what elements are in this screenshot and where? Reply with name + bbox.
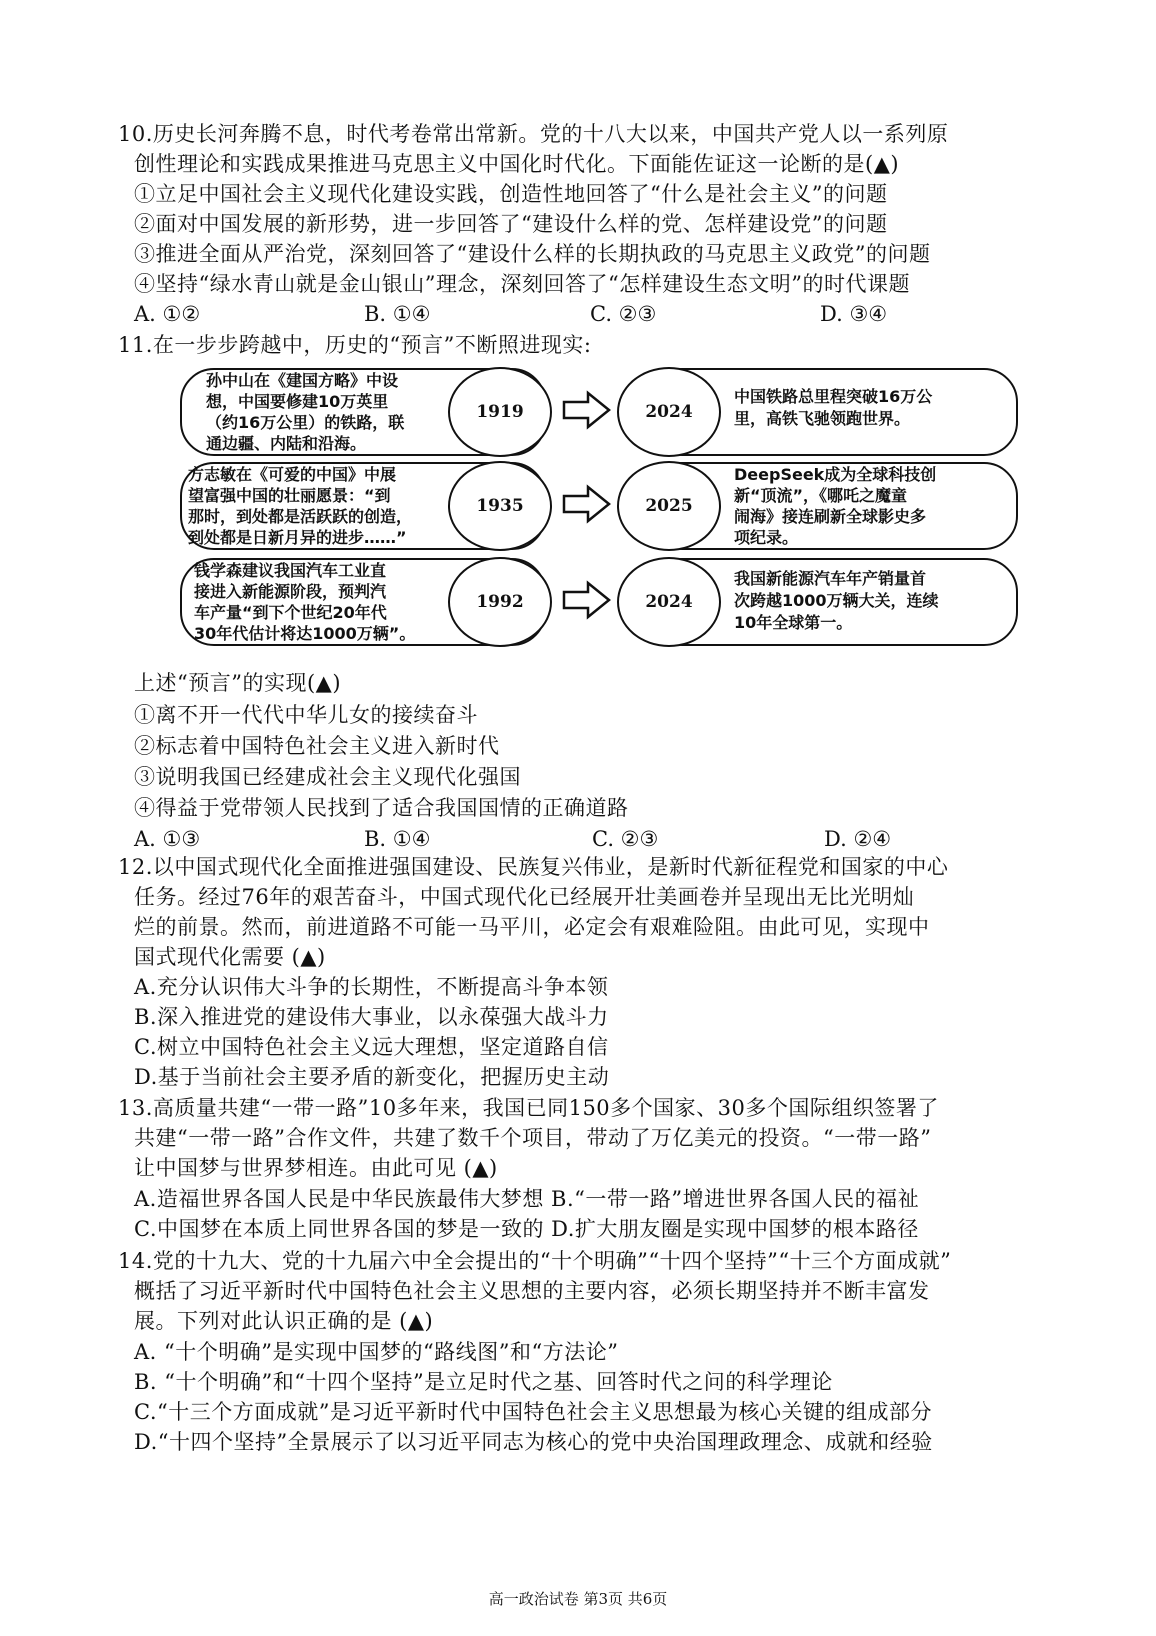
q13-line-1: 13.高质量共建“一带一路”10多年来，我国已同150多个国家、30多个国际组织签署了	[118, 1096, 939, 1120]
right-arrow-icon	[562, 484, 612, 524]
q14-option-c: C.“十三个方面成就”是习近平新时代中国特色社会主义思想最为核心关键的组成部分	[134, 1400, 932, 1424]
q12-option-a: A.充分认识伟大斗争的长期性，不断提高斗争本领	[134, 975, 609, 999]
year-from-ellipse: 1992	[448, 557, 552, 647]
q14-line-3: 展。下列对此认识正确的是 (▲)	[134, 1309, 434, 1333]
q12-line-3: 烂的前景。然而，前进道路不可能一马平川，必定会有艰难险阻。由此可见，实现中	[134, 915, 930, 939]
q11-option-c: C. ②③	[592, 827, 659, 851]
q11-line-4: ③说明我国已经建成社会主义现代化强国	[134, 765, 521, 789]
q12-line-1: 12.以中国式现代化全面推进强国建设、民族复兴伟业，是新时代新征程党和国家的中心	[118, 855, 949, 879]
q12-option-b: B.深入推进党的建设伟大事业，以永葆强大战斗力	[134, 1005, 609, 1029]
q11-line-2: ①离不开一代代中华儿女的接续奋斗	[134, 703, 478, 727]
q10-option-d: D. ③④	[820, 302, 888, 326]
q10-line-4: ②面对中国发展的新形势，进一步回答了“建设什么样的党、怎样建设党”的问题	[134, 212, 888, 236]
q11-option-a: A. ①③	[134, 827, 201, 851]
q13-line-2: 共建“一带一路”合作文件，共建了数千个项目，带动了万亿美元的投资。“一带一路”	[134, 1126, 932, 1150]
prophecy-row-3	[180, 558, 1018, 646]
reality-text-line: 次跨越1000万辆大关，连续	[734, 591, 939, 610]
reality-text-line: 新“顶流”，《哪吒之魔童	[734, 486, 908, 505]
year-from-ellipse: 1919	[448, 367, 552, 457]
q12-line-2: 任务。经过76年的艰苦奋斗，中国式现代化已经展开壮美画卷并呈现出无比光明灿	[134, 885, 915, 909]
q14-line-1: 14.党的十九大、党的十九届六中全会提出的“十个明确”“十四个坚持”“十三个方面成就”	[118, 1249, 952, 1273]
q10-option-a: A. ①②	[134, 302, 201, 326]
q12-line-4: 国式现代化需要 (▲)	[134, 945, 326, 969]
q11-line-5: ④得益于党带领人民找到了适合我国国情的正确道路	[134, 796, 629, 820]
prophecy-text-line: 孙中山在《建国方略》中设	[206, 371, 399, 390]
q11-option-b: B. ①④	[364, 827, 431, 851]
reality-text-line: 10年全球第一。	[734, 613, 853, 632]
prophecy-text-line: 钱学森建议我国汽车工业直	[194, 561, 387, 580]
prophecy-text-line: 接进入新能源阶段，预判汽	[194, 582, 387, 601]
q10-line-1: 10.历史长河奔腾不息，时代考卷常出常新。党的十八大以来，中国共产党人以一系列原	[118, 122, 949, 146]
reality-text-line: 闹海》接连刷新全球影史多	[734, 507, 927, 526]
right-arrow-icon	[562, 580, 612, 620]
q10-line-2: 创性理论和实践成果推进马克思主义中国化时代化。下面能佐证这一论断的是(▲)	[134, 152, 900, 176]
q10-line-6: ④坚持“绿水青山就是金山银山”理念，深刻回答了“怎样建设生态文明”的时代课题	[134, 272, 910, 296]
q10-line-3: ①立足中国社会主义现代化建设实践，创造性地回答了“什么是社会主义”的问题	[134, 182, 888, 206]
prophecy-text-line: 通边疆、内陆和沿海。	[206, 434, 367, 453]
q13-line-3: 让中国梦与世界梦相连。由此可见 (▲)	[134, 1156, 498, 1180]
prophecy-text-line: （约16万公里）的铁路，联	[206, 413, 405, 432]
q10-line-5: ③推进全面从严治党，深刻回答了“建设什么样的长期执政的马克思主义政党”的问题	[134, 242, 931, 266]
q14-line-2: 概括了习近平新时代中国特色社会主义思想的主要内容，必须长期坚持并不断丰富发	[134, 1279, 930, 1303]
reality-text-line: 里，高铁飞驰领跑世界。	[734, 409, 911, 428]
reality-text-line: 项纪录。	[734, 528, 799, 547]
q10-option-b: B. ①④	[364, 302, 431, 326]
prophecy-row-1	[180, 368, 1018, 456]
prophecy-text-line: 想，中国要修建10万英里	[206, 392, 389, 411]
q12-option-d: D.基于当前社会主要矛盾的新变化，把握历史主动	[134, 1065, 610, 1089]
prophecy-text-line: 30年代估计将达1000万辆”。	[194, 624, 416, 643]
q11-option-d: D. ②④	[824, 827, 892, 851]
right-arrow-icon	[562, 390, 612, 430]
reality-text-line: 我国新能源汽车年产销量首	[734, 569, 927, 588]
prophecy-text-line: 方志敏在《可爱的中国》中展	[188, 465, 397, 484]
reality-text-line: 中国铁路总里程突破16万公	[734, 387, 933, 406]
q11-stem: 11.在一步步跨越中，历史的“预言”不断照进现实:	[118, 333, 592, 357]
prophecy-text-line: 到处都是日新月异的进步……”	[188, 528, 407, 547]
prophecy-text-line: 那时，到处都是活跃跃的创造，	[188, 507, 413, 526]
year-to-ellipse: 2024	[617, 557, 721, 647]
q13-options-ab: A.造福世界各国人民是中华民族最伟大梦想 B.“一带一路”增进世界各国人民的福祉	[134, 1187, 920, 1211]
q11-line-3: ②标志着中国特色社会主义进入新时代	[134, 734, 500, 758]
reality-text-line: DeepSeek成为全球科技创	[734, 465, 937, 484]
prophecy-row-2	[180, 462, 1018, 550]
q14-option-b: B. “十个明确”和“十四个坚持”是立足时代之基、回答时代之问的科学理论	[134, 1370, 833, 1394]
year-from-ellipse: 1935	[448, 461, 552, 551]
year-to-ellipse: 2025	[617, 461, 721, 551]
page-footer: 高一政治试卷 第3页 共6页	[488, 1590, 668, 1608]
q12-option-c: C.树立中国特色社会主义远大理想，坚定道路自信	[134, 1035, 609, 1059]
q14-option-d: D.“十四个坚持”全景展示了以习近平同志为核心的党中央治国理政理念、成就和经验	[134, 1430, 933, 1454]
q13-options-cd: C.中国梦在本质上同世界各国的梦是一致的 D.扩大朋友圈是实现中国梦的根本路径	[134, 1217, 919, 1241]
year-to-ellipse: 2024	[617, 367, 721, 457]
q10-option-c: C. ②③	[590, 302, 657, 326]
prophecy-text-line: 车产量“到下个世纪20年代	[194, 603, 387, 622]
q14-option-a: A. “十个明确”是实现中国梦的“路线图”和“方法论”	[134, 1340, 619, 1364]
q11-line-1: 上述“预言”的实现(▲)	[134, 671, 342, 695]
prophecy-text-line: 望富强中国的壮丽愿景：“到	[188, 486, 391, 505]
